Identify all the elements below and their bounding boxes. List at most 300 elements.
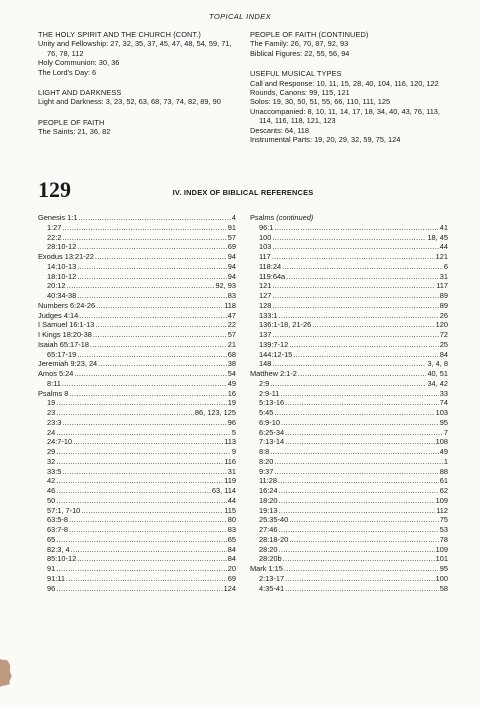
reference-pages: 19 [227,398,236,408]
reference-row [38,428,236,438]
leader-dots [279,525,439,535]
reference-pages: 86, 123, 125 [194,408,236,417]
page-number: 129 [38,177,71,202]
reference-row [38,418,236,428]
leader-dots [279,311,439,321]
reference-pages: 88 [439,466,448,476]
reference-row [38,408,236,418]
leader-dots [62,379,227,389]
reference-pages: 108 [435,437,448,447]
leader-dots [272,242,438,252]
reference-text: Genesis 1:1 [38,213,78,222]
topic-entry: Holy Communion: 30, 36 [38,58,120,68]
reference-text: 148 [259,359,272,369]
reference-pages: 49 [227,378,236,388]
leader-dots [279,506,436,516]
leader-dots [90,340,227,350]
reference-row [38,369,236,379]
reference-text: 9:37 [259,466,274,476]
leader-dots [71,545,227,555]
reference-pages: 83 [227,291,236,300]
reference-text: 100 [259,232,272,242]
reference-pages: 53 [439,525,448,534]
reference-heading [250,213,448,223]
leader-dots [56,428,231,438]
page-stain [0,655,14,687]
reference-pages: 7 [443,427,448,437]
leader-dots [285,437,435,447]
continued-note: (continued) [276,213,314,222]
reference-text: 22:2 [47,232,62,242]
leader-dots [289,515,439,525]
leader-dots [274,467,438,477]
leader-dots [279,545,435,555]
reference-text: 18:20 [259,495,278,505]
reference-text: 29 [47,447,56,456]
reference-pages: 103 [435,408,448,417]
reference-pages: 63, 114 [211,486,236,495]
topic-heading: THE HOLY SPIRIT AND THE CHURCH (CONT.) [38,30,201,39]
reference-row [250,398,448,408]
reference-pages: 112 [436,505,448,515]
reference-pages: 16 [227,388,236,398]
topical-column-left [38,30,236,144]
reference-row [250,340,448,350]
reference-pages: 124 [223,583,236,593]
reference-pages: 5 [231,427,236,437]
leader-dots [270,447,438,457]
topical-column-right [250,30,448,144]
reference-row [38,330,236,340]
reference-row [38,457,236,467]
reference-text: I Kings 18:20-38 [38,330,92,339]
leader-dots [272,281,435,291]
reference-text: 28:18-20 [259,534,289,544]
reference-pages: 113 [224,437,236,447]
reference-text: I Samuel 16:1-13 [38,320,95,330]
reference-row [38,213,236,223]
leader-dots [73,437,223,447]
leader-dots [272,291,438,301]
topic-entry: Instrumental Parts: 19, 20, 29, 32, 59, 75, 124 [250,135,401,145]
biblical-references [38,213,448,593]
reference-text: 103 [259,242,272,252]
reference-pages: 89 [439,291,448,300]
reference-text: Psalms 8 [38,388,69,398]
reference-text: 19 [47,398,56,408]
leader-dots [279,496,435,506]
reference-row [250,291,448,301]
reference-pages: 116 [224,456,236,466]
reference-pages: 96 [227,417,236,427]
reference-text: 6:25-34 [259,427,285,437]
reference-pages: 22 [227,320,236,330]
reference-row [250,233,448,243]
reference-text: 96 [47,583,56,593]
reference-text: 24:7-10 [47,437,73,447]
leader-dots [69,515,227,525]
leader-dots [285,574,435,584]
reference-pages: 84 [227,544,236,554]
reference-row [250,476,448,486]
reference-row [250,418,448,428]
leader-dots [81,506,223,516]
reference-pages: 94 [227,271,236,281]
reference-pages: 74 [439,398,448,408]
reference-row [250,408,448,418]
reference-row [38,350,236,360]
reference-text: 136:1-18, 21-26 [259,320,312,330]
reference-text: 19:13 [259,505,278,515]
reference-pages: 80 [227,515,236,525]
reference-row [38,476,236,486]
reference-pages: 31 [439,271,448,281]
reference-row [38,535,236,545]
leader-dots [56,486,211,496]
reference-pages: 83 [227,525,236,534]
topic-heading: LIGHT AND DARKNESS [38,88,122,98]
reference-pages: 33 [439,388,448,398]
reference-row [250,223,448,233]
reference-text: 23 [47,408,56,417]
reference-row [250,545,448,555]
reference-text: 63:7-8 [47,525,68,534]
reference-row [250,301,448,311]
leader-dots [284,564,439,574]
topic-entry: Light and Darkness: 3, 23, 52, 63, 68, 73, 74, 82, 89, 90 [38,97,221,107]
reference-row [38,437,236,447]
reference-text: 127 [259,291,272,300]
reference-text: 82:3, 4 [47,544,70,554]
reference-text: 133:1 [259,310,278,320]
topical-index [38,30,448,144]
topic-entry: The Lord's Day: 6 [38,67,97,77]
leader-dots [96,301,223,311]
reference-pages: 26 [439,310,448,320]
reference-text: 50 [47,495,56,505]
reference-pages: 84 [227,554,236,564]
leader-dots [69,525,227,535]
reference-pages: 119 [224,476,236,486]
leader-dots [69,389,226,399]
reference-pages: 1 [443,456,448,466]
reference-pages: 6 [443,261,448,271]
topic-entry: The Family: 26, 70, 87, 92, 93 [250,39,349,49]
reference-text [250,213,313,223]
leader-dots [274,408,434,418]
leader-dots [274,457,442,467]
leader-dots [281,418,439,428]
leader-dots [77,350,227,360]
reference-pages: 117 [436,281,448,291]
reference-row [250,359,448,369]
reference-text: 1:27 [47,222,62,232]
topic-entry: Biblical Figures: 22, 55, 56, 94 [250,48,350,58]
reference-row [250,252,448,262]
reference-book: Psalms [250,213,277,222]
leader-dots [56,476,223,486]
leader-dots [77,242,227,252]
reference-text: 65 [47,534,56,544]
leader-dots [56,457,223,467]
reference-pages: 95 [439,564,448,573]
leader-dots [56,496,227,506]
reference-text: 5:13-16 [259,398,285,408]
reference-text: Matthew 2:1-2 [250,369,297,378]
reference-text: 33:5 [47,466,62,476]
topic-entry: The Saints: 21, 36, 82 [38,127,111,137]
reference-text: Jeremiah 9:23, 24 [38,359,98,369]
reference-text: 91:11 [47,573,65,583]
leader-dots [285,398,439,408]
index-header [38,179,448,203]
reference-pages: 120 [435,320,448,330]
leader-dots [56,564,227,574]
reference-pages: 68 [227,349,236,359]
reference-row [250,486,448,496]
references-column-right [250,213,448,593]
reference-text: 40:34-38 [47,291,77,300]
reference-pages: 57 [227,330,236,339]
leader-dots [298,369,427,379]
leader-dots [95,320,226,330]
reference-pages: 78 [439,534,448,544]
reference-row [250,262,448,272]
reference-text: Numbers 6:24-26 [38,300,96,310]
reference-pages: 94 [227,261,236,271]
reference-row [250,242,448,252]
reference-row [250,428,448,438]
reference-text: 6:9-10 [259,417,280,427]
reference-text: 63:5-8 [47,515,68,525]
reference-text: 42 [47,476,56,486]
reference-row [38,447,236,457]
reference-text: 8:8 [259,447,270,456]
reference-text: 139:7-12 [259,339,289,349]
reference-row [250,311,448,321]
reference-text: 5:45 [259,408,274,417]
reference-row [250,496,448,506]
reference-row [38,223,236,233]
reference-row [38,320,236,330]
reference-row [38,359,236,369]
reference-text: 144:12-15 [259,349,293,359]
leader-dots [62,418,226,428]
reference-text: 20:12 [47,281,66,291]
topic-entry: Unity and Fellowship: 27, 32, 35, 37, 45, 47, 48, 54, 59, 71, 76, 78, 112 [38,39,232,58]
leader-dots [278,476,439,486]
leader-dots [286,272,439,282]
topic-entry: Rounds, Canons: 99, 115, 121 [250,88,350,98]
reference-row [250,281,448,291]
reference-text: 18:10-12 [47,271,77,281]
topic-entry: Descants: 64, 118 [250,125,310,135]
reference-pages: 57 [227,232,236,242]
leader-dots [93,330,227,340]
topic-heading: PEOPLE OF FAITH [38,117,105,127]
reference-text: 119:64a [259,271,286,281]
reference-row [38,272,236,282]
reference-row [250,447,448,457]
reference-pages: 44 [227,495,236,505]
reference-row [38,301,236,311]
reference-text: Exodus 13:21-22 [38,252,94,261]
section-title: IV. INDEX OF BIBLICAL REFERENCES [172,188,314,197]
reference-text: 16:24 [259,486,278,495]
reference-row [38,564,236,574]
reference-row [38,242,236,252]
reference-row [38,311,236,321]
reference-row [38,467,236,477]
leader-dots [62,223,226,233]
topic-entry: Call and Response: 10, 11, 15, 28, 40, 104, 116, 120, 122 [250,78,439,88]
reference-row [38,398,236,408]
leader-dots [62,233,226,243]
reference-pages: 38 [227,359,236,369]
reference-pages: 91 [227,222,236,232]
leader-dots [272,301,438,311]
reference-text: 117 [259,252,271,261]
reference-row [250,330,448,340]
reference-text: Judges 4:14 [38,310,79,320]
reference-row [38,574,236,584]
reference-text: 128 [259,300,272,310]
leader-dots [98,359,227,369]
leader-dots [272,359,426,369]
leader-dots [279,486,439,496]
leader-dots [56,408,194,418]
reference-text: 32 [47,456,56,466]
leader-dots [77,554,227,564]
reference-text: 27:46 [259,525,278,534]
running-head: TOPICAL INDEX [208,12,272,21]
leader-dots [95,252,227,262]
reference-text: 46 [47,486,56,495]
reference-row [38,545,236,555]
reference-pages: 101 [435,554,448,564]
leader-dots [66,574,227,584]
reference-pages: 89 [439,300,448,310]
reference-row [250,554,448,564]
reference-text: 8:11 [47,378,61,388]
leader-dots [272,233,426,243]
reference-text: 24 [47,427,56,437]
reference-pages: 72 [439,330,448,339]
reference-text: 96:1 [259,222,274,232]
reference-pages: 115 [224,505,236,515]
reference-pages: 34, 42 [427,378,448,388]
reference-pages: 58 [439,583,448,593]
leader-dots [282,262,443,272]
reference-text: 14:10-13 [47,261,77,271]
reference-pages: 118 [224,300,236,310]
reference-text: Amos 5:24 [38,369,74,378]
reference-row [250,389,448,399]
reference-pages: 62 [439,486,448,495]
reference-row [38,506,236,516]
reference-pages: 69 [227,242,236,252]
reference-text: 137 [259,330,272,339]
reference-pages: 47 [227,310,236,320]
reference-text: 65:17-19 [47,349,77,359]
leader-dots [62,467,226,477]
reference-pages: 94 [227,252,236,261]
reference-row [250,515,448,525]
reference-pages: 84 [439,349,448,359]
leader-dots [289,535,439,545]
leader-dots [293,350,438,360]
leader-dots [77,262,227,272]
reference-row [38,291,236,301]
reference-pages: 20 [227,564,236,573]
reference-pages: 21 [227,339,236,349]
leader-dots [79,311,226,321]
leader-dots [56,535,227,545]
leader-dots [272,330,438,340]
leader-dots [283,554,435,564]
reference-pages: 92, 93 [215,281,236,291]
reference-text: 28:20 [259,544,278,554]
reference-text: 2:9 [259,378,270,388]
reference-row [250,584,448,594]
reference-text: 118:24 [259,261,282,271]
reference-row [38,496,236,506]
reference-row [250,320,448,330]
reference-text: 4:35-41 [259,583,285,593]
reference-pages: 9 [231,447,236,456]
reference-pages: 44 [439,242,448,252]
reference-pages: 31 [227,466,236,476]
reference-pages: 54 [227,369,236,378]
topic-heading: PEOPLE OF FAITH (CONTINUED) [250,30,369,39]
leader-dots [285,428,443,438]
leader-dots [274,223,438,233]
reference-row [250,437,448,447]
reference-pages: 121 [435,252,448,261]
reference-row [38,340,236,350]
leader-dots [56,447,231,457]
leader-dots [270,379,426,389]
reference-pages: 75 [439,515,448,525]
reference-row [38,486,236,496]
reference-pages: 49 [439,447,448,456]
reference-row [38,262,236,272]
reference-row [250,525,448,535]
reference-row [38,233,236,243]
reference-text: 8:20 [259,456,274,466]
reference-row [250,369,448,379]
leader-dots [285,584,439,594]
leader-dots [56,584,222,594]
reference-row [250,574,448,584]
leader-dots [78,213,230,223]
reference-text: 7:13-14 [259,437,285,447]
reference-row [250,535,448,545]
reference-row [250,272,448,282]
reference-text: 25:35-40 [259,515,289,525]
topic-entry: Solos: 19, 30, 50, 51, 55, 66, 110, 111, 125 [250,97,391,107]
reference-pages: 3, 4, 8 [427,359,448,369]
reference-row [250,506,448,516]
reference-row [250,350,448,360]
reference-row [250,467,448,477]
reference-row [38,252,236,262]
reference-pages: 95 [439,417,448,427]
reference-pages: 61 [439,476,448,486]
reference-row [38,281,236,291]
reference-text: 23:3 [47,417,62,427]
reference-text: 11:28 [259,476,277,486]
